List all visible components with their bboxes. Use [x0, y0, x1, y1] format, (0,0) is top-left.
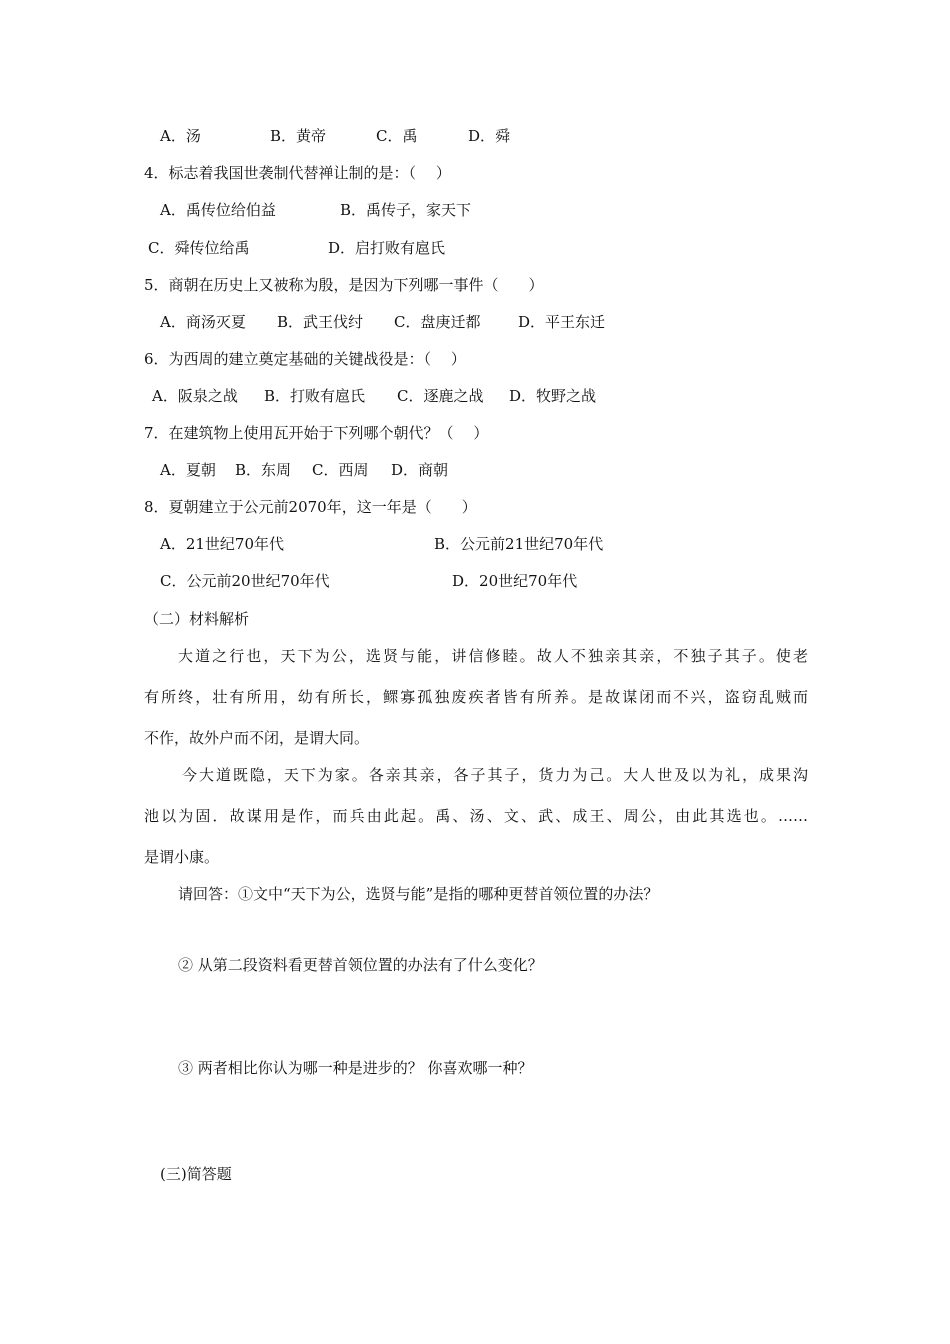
q3-option-d: D．舜: [468, 127, 511, 145]
q4-stem: 4．标志着我国世袭制代替禅让制的是：（ ）: [144, 164, 451, 182]
question-1: 请回答：①文中“天下为公，选贤与能”是指的哪种更替首领位置的办法？: [178, 885, 659, 903]
passage2-line1: 今大道既隐，天下为家。各亲其亲，各子其子，货力为己。大人世及以为礼，成果沟: [182, 766, 808, 784]
q6-option-a: A．阪泉之战: [152, 387, 238, 405]
q6-option-d: D．牧野之战: [509, 387, 597, 405]
q7-option-c: C．西周: [312, 461, 369, 479]
q6-stem: 6．为西周的建立奠定基础的关键战役是：（ ）: [144, 350, 466, 368]
section2-title: （二）材料解析: [144, 610, 250, 628]
q8-option-c: C．公元前20世纪70年代: [160, 572, 330, 590]
q5-stem: 5．商朝在历史上又被称为殷，是因为下列哪一事件（ ）: [144, 276, 544, 294]
q5-option-a: A．商汤灭夏: [160, 313, 246, 331]
passage1-line1: 大道之行也，天下为公，选贤与能，讲信修睦。故人不独亲其亲，不独子其子。使老: [178, 647, 808, 665]
q3-option-a: A．汤: [160, 127, 201, 145]
q7-stem: 7．在建筑物上使用瓦开始于下列哪个朝代？（ ）: [144, 424, 489, 442]
passage2-line3: 是谓小康。: [144, 848, 220, 866]
q8-stem: 8．夏朝建立于公元前2070年，这一年是（ ）: [144, 498, 477, 516]
q4-option-a: A．禹传位给伯益: [160, 201, 276, 219]
q4-option-d: D．启打败有扈氏: [328, 239, 446, 257]
q5-option-b: B．武王伐纣: [277, 313, 364, 331]
q4-option-c: C．舜传位给禹: [148, 239, 250, 257]
passage2-line2: 池以为固．故谋用是作，而兵由此起。禹、汤、文、武、成王、周公，由此其选也。……: [144, 807, 808, 825]
q3-option-c: C．禹: [376, 127, 418, 145]
question-3: ③ 两者相比你认为哪一种是进步的？ 你喜欢哪一种？: [178, 1059, 533, 1077]
q5-option-d: D．平王东迁: [518, 313, 606, 331]
question-2: ② 从第二段资料看更替首领位置的办法有了什么变化？: [178, 956, 543, 974]
q5-option-c: C．盘庚迁都: [394, 313, 481, 331]
q3-option-b: B．黄帝: [270, 127, 327, 145]
q8-option-b: B．公元前21世纪70年代: [434, 535, 604, 553]
passage1-line3: 不作，故外户而不闭，是谓大同。: [144, 729, 370, 747]
passage1-line2: 有所终，壮有所用，幼有所长，鳏寡孤独废疾者皆有所养。是故谋闭而不兴，盗窃乱贼而: [144, 688, 808, 706]
q8-option-a: A．21世纪70年代: [160, 535, 285, 553]
q7-option-d: D．商朝: [391, 461, 449, 479]
q4-option-b: B．禹传子，家天下: [340, 201, 472, 219]
q7-option-a: A．夏朝: [160, 461, 216, 479]
q6-option-c: C．逐鹿之战: [397, 387, 484, 405]
section3-title: (三)简答题: [160, 1165, 232, 1183]
q6-option-b: B．打败有扈氏: [264, 387, 366, 405]
q7-option-b: B．东周: [235, 461, 292, 479]
q8-option-d: D．20世纪70年代: [452, 572, 578, 590]
